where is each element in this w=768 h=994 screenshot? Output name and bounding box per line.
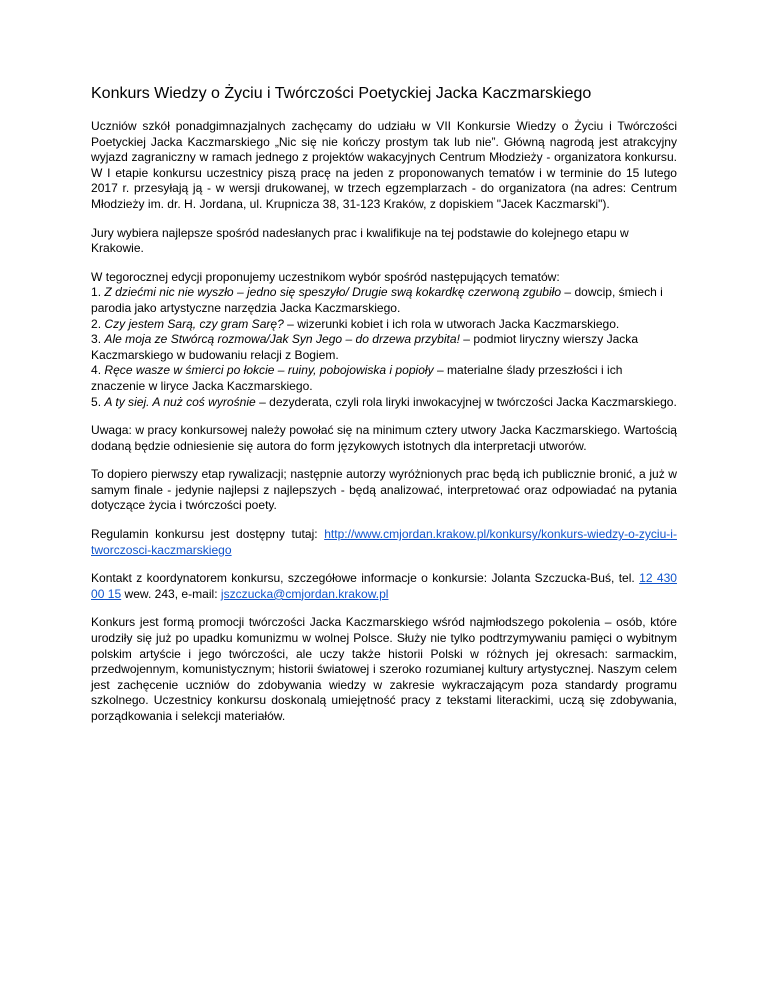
jury-paragraph: Jury wybiera najlepsze spośród nadesłanych prac i kwalifikuje na tej podstawie do kolejnego etapu w Krakowie. xyxy=(91,225,629,256)
topic-item xyxy=(91,332,677,363)
topics-intro: W tegorocznej edycji proponujemy uczestnikom wybór spośród następujących tematów: xyxy=(91,269,560,284)
intro-paragraph: Uczniów szkół ponadgimnazjalnych zachęcamy do udziału w VII Konkursie Wiedzy o Życiu i Twórczości Poetyckiej Jacka Kaczmarskiego „Nic się nie kończy prostym tak lub nie”. Główną nagrodą jest atrakcyjny wyjazd zagraniczny w ramach jednego z projektów wakacyjnych Centrum Młodzieży - organizatora konkursu. W I etapie konkursu uczestnicy piszą pracę na jeden z proponowanych tematów i w terminie do 15 lutego 2017 r. przesyłają ją - w wersji drukowanej, w trzech egzemplarzach - do organizatora (na adres: Centrum Młodzieży im. dr. H. Jordana, ul. Krupnicza 38, 31-123 Kraków, z dopiskiem "Jacek Kaczmarski"). xyxy=(91,119,677,211)
phone-link[interactable]: 12 430 00 15 xyxy=(91,571,677,601)
topics-paragraph xyxy=(91,270,677,410)
topic-number: 5. xyxy=(91,394,105,409)
rules-link[interactable]: http://www.cmjordan.krakow.pl/konkursy/konkurs-wiedzy-o-zyciu-i-tworczosci-kaczmarskiego xyxy=(91,527,677,557)
topic-description: – dowcip, śmiech i parodia jako artystyczne narzędzia Jacka Kaczmarskiego. xyxy=(91,285,663,315)
contact-ext-text: wew. 243, e-mail: xyxy=(121,586,221,601)
topic-number: 1. xyxy=(91,285,105,300)
email-link[interactable]: jszczucka@cmjordan.krakow.pl xyxy=(220,586,389,601)
topic-title: Ale moja ze Stwórcą rozmowa/Jak Syn Jego – do drzewa przybita! xyxy=(104,332,460,347)
rules-text: Regulamin konkursu jest dostępny tutaj: xyxy=(91,527,325,542)
stage-paragraph: To dopiero pierwszy etap rywalizacji; następnie autorzy wyróżnionych prac będą ich publicznie bronić, a już w samym finale - jedynie najlepsi z najlepszych - będą analizować, interpretować oraz odpowiadać na pytania dotyczące życia i twórczości poety. xyxy=(91,467,677,513)
document-page xyxy=(91,84,677,738)
topic-title: Ręce wasze w śmierci po łokcie – ruiny, pobojowiska i popioły xyxy=(104,363,434,378)
topic-number: 2. xyxy=(91,316,105,331)
topic-item xyxy=(91,317,677,333)
topic-item xyxy=(91,363,677,394)
topic-item xyxy=(91,285,677,316)
rules-paragraph xyxy=(91,527,677,558)
topic-description: – dezyderata, czyli rola liryki inwokacyjnej w twórczości Jacka Kaczmarskiego. xyxy=(255,394,677,409)
topic-description: – podmiot liryczny wierszy Jacka Kaczmarskiego w budowaniu relacji z Bogiem. xyxy=(91,332,639,362)
topic-number: 4. xyxy=(91,363,105,378)
promo-paragraph: Konkurs jest formą promocji twórczości Jacka Kaczmarskiego wśród najmłodszego pokolenia – osób, które urodziły się już po upadku komunizmu w wolnej Polsce. Służy nie tylko podtrzymywaniu pamięci o wybitnym polskim artyście i jego twórczości, ale uczy także historii Polski w różnych jej okresach: sarmackim, przedwojennym, komunistycznym; historii światowej i szeroko rozumianej kultury artystycznej. Naszym celem jest zachęcenie uczniów do zdobywania wiedzy w zakresie wykraczającym poza standardy programu szkolnego. Uczestnicy konkursu doskonalą umiejętność pracy z tekstami literackimi, uczą się zdobywania, porządkowania i selekcji materiałów. xyxy=(91,615,677,723)
topic-item xyxy=(91,395,677,411)
contact-paragraph xyxy=(91,571,677,602)
page-title: Konkurs Wiedzy o Życiu i Twórczości Poetyckiej Jacka Kaczmarskiego xyxy=(91,85,592,102)
topic-title: Czy jestem Sarą, czy gram Sarę? xyxy=(104,316,284,331)
topic-title: Z dziećmi nic nie wyszło – jedno się speszyło/ Drugie swą kokardkę czerwoną zgubiło xyxy=(104,285,562,300)
note-paragraph: Uwaga: w pracy konkursowej należy powołać się na minimum cztery utwory Jacka Kaczmarskiego. Wartością dodaną będzie odniesienie się autora do form językowych istotnych dla interpretacji utworów. xyxy=(91,423,677,453)
topic-number: 3. xyxy=(91,332,105,347)
topic-title: A ty siej. A nuż coś wyrośnie xyxy=(104,394,256,409)
topic-description: – wizerunki kobiet i ich rola w utworach Jacka Kaczmarskiego. xyxy=(283,316,620,331)
contact-text: Kontakt z koordynatorem konkursu, szczegółowe informacje o konkursie: Jolanta Szczucka-Buś, tel. xyxy=(91,571,640,586)
topic-description: – materialne ślady przeszłości i ich znaczenie w liryce Jacka Kaczmarskiego. xyxy=(91,363,623,393)
